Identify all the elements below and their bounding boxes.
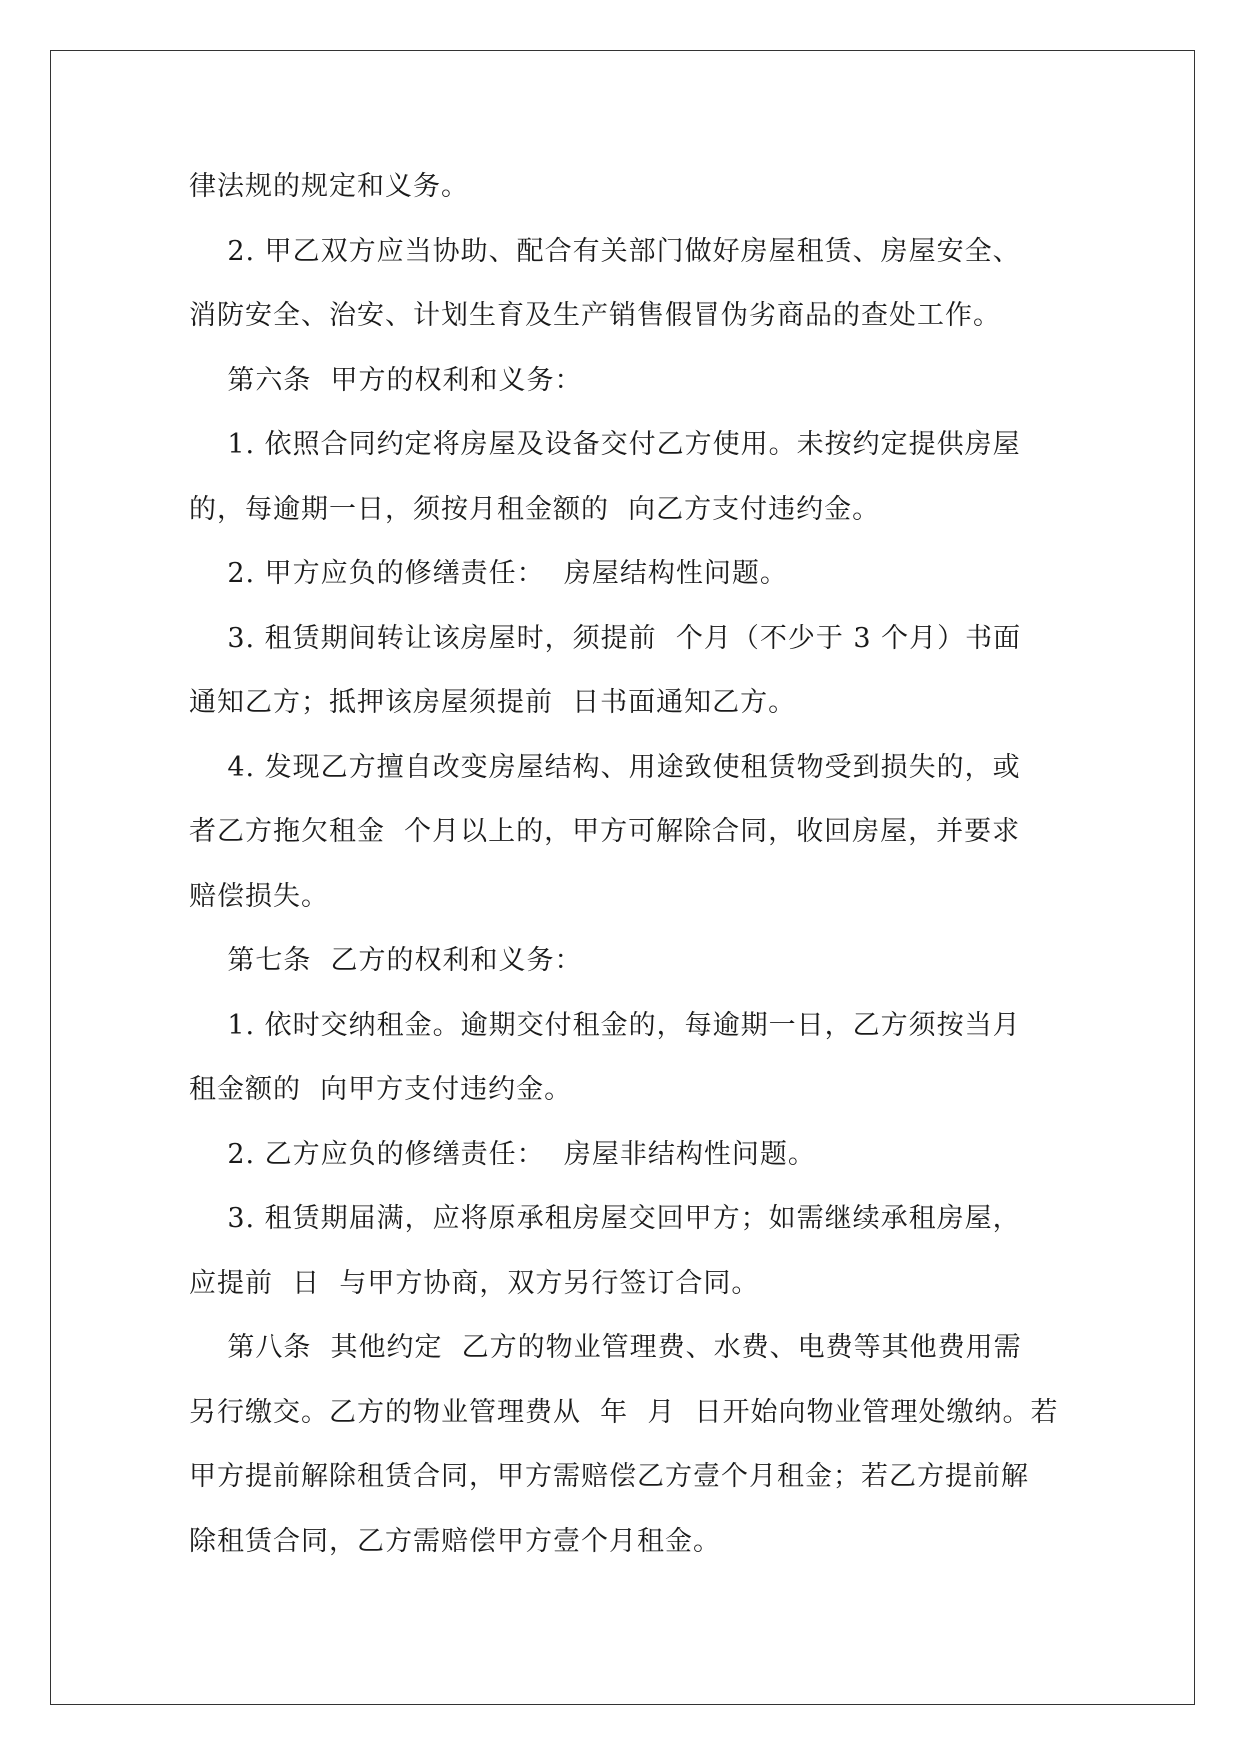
text-line: 租金额的 向甲方支付违约金。 (189, 1074, 573, 1105)
text-line: 应提前 日 与甲方协商，双方另行签订合同。 (189, 1267, 760, 1299)
section-heading: 第六条 甲方的权利和义务： (189, 364, 583, 396)
text-line: 1. 依照合同约定将房屋及设备交付乙方使用。未按约定提供房屋 (189, 429, 1021, 460)
text-line: 1. 依时交纳租金。逾期交付租金的，每逾期一日，乙方须按当月 (189, 1009, 1021, 1041)
text-line: 3. 租赁期届满，应将原承租房屋交回甲方；如需继续承租房屋， (189, 1203, 1021, 1234)
text-line: 赔偿损失。 (189, 880, 329, 912)
text-line: 律法规的规定和义务。 (189, 171, 469, 202)
section-heading: 第七条 乙方的权利和义务： (189, 945, 583, 976)
text-line: 通知乙方；抵押该房屋须提前 日书面通知乙方。 (189, 687, 797, 718)
text-line: 甲方提前解除租赁合同，甲方需赔偿乙方壹个月租金；若乙方提前解 (189, 1461, 1029, 1492)
document-body (189, 155, 1069, 1574)
text-line: 3. 租赁期间转让该房屋时，须提前 个月（不少于 3 个月）书面 (189, 622, 1022, 654)
text-line: 2. 甲乙双方应当协助、配合有关部门做好房屋租赁、房屋安全、 (189, 235, 1021, 267)
text-line: 除租赁合同，乙方需赔偿甲方壹个月租金。 (189, 1525, 721, 1557)
text-line: 另行缴交。乙方的物业管理费从 年 月 日开始向物业管理处缴纳。若 (189, 1396, 1059, 1428)
text-line: 消防安全、治安、计划生育及生产销售假冒伪劣商品的查处工作。 (189, 300, 1001, 331)
text-line: 的，每逾期一日，须按月租金额的 向乙方支付违约金。 (189, 493, 881, 525)
text-line: 2. 甲方应负的修缮责任： 房屋结构性问题。 (189, 558, 788, 589)
text-line: 2. 乙方应负的修缮责任： 房屋非结构性问题。 (189, 1138, 816, 1170)
section-heading: 第八条 其他约定 乙方的物业管理费、水费、电费等其他费用需 (189, 1332, 1022, 1363)
text-line: 者乙方拖欠租金 个月以上的，甲方可解除合同，收回房屋，并要求 (189, 816, 1021, 847)
text-line: 4. 发现乙方擅自改变房屋结构、用途致使租赁物受到损失的，或 (189, 751, 1021, 783)
